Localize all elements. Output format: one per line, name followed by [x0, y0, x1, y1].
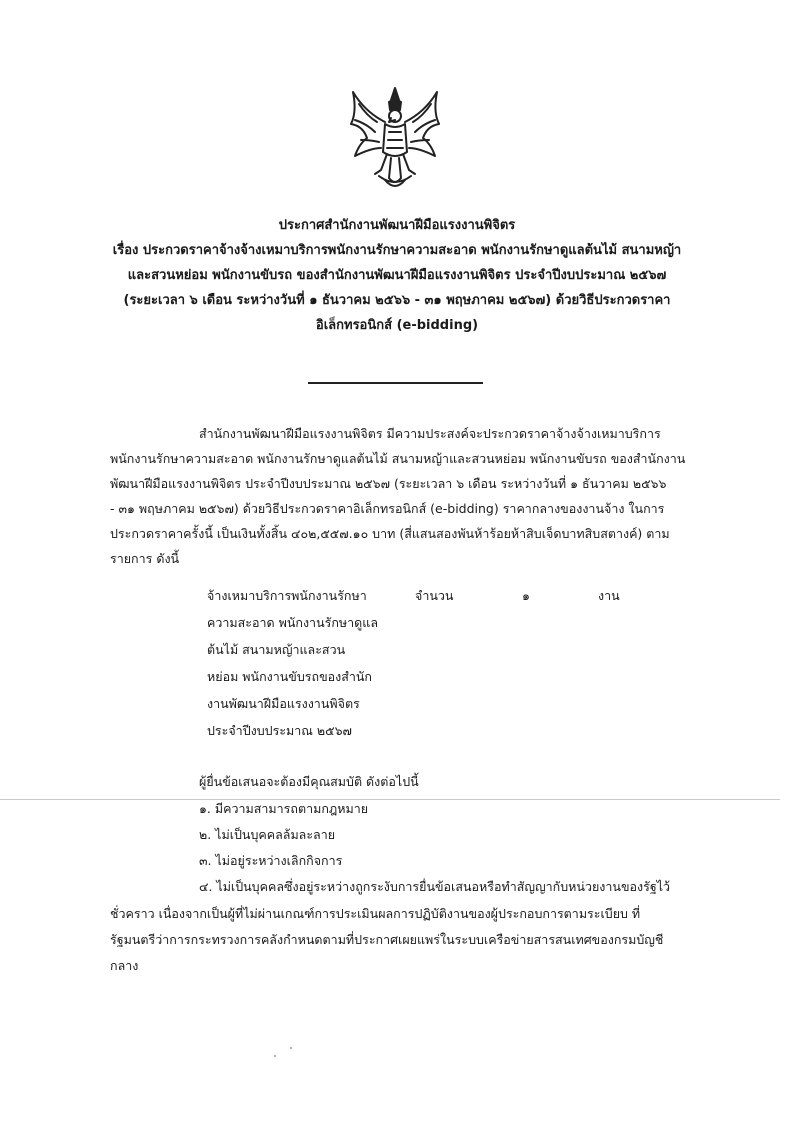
- qualifications-heading: ผู้ยื่นข้อเสนอจะต้องมีคุณสมบัติ ดังต่อไปนี้: [199, 774, 419, 789]
- paragraph-line: พนักงานรักษาความสะอาด พนักงานรักษาดูแลต้นไม้ สนามหญ้าและสวนหย่อม พนักงานขับรถ ของสำนักงาน: [110, 451, 686, 466]
- title-divider: [308, 382, 483, 384]
- garuda-emblem-icon: [345, 82, 445, 194]
- subject-line-4: อิเล็กทรอนิกส์ (e-bidding): [315, 318, 479, 333]
- qualification-item: ๑. มีความสามารถตามกฎหมาย: [199, 801, 369, 816]
- paragraph-line: ประกวดราคาครั้งนี้ เป็นเงินทั้งสิ้น ๔๐๒,๕๕๗.๑๐ บาท (สี่แสนสองพันห้าร้อยห้าสิบเจ็ดบาทสิบสตางค์) ตาม: [110, 526, 670, 541]
- paragraph-line: - ๓๑ พฤษภาคม ๒๕๖๗) ด้วยวิธีประกวดราคาอิเล็กทรอนิกส์ (e-bidding) ราคากลางของงานจ้าง ในการ: [110, 501, 665, 516]
- item-description-line: ประจำปีงบประมาณ ๒๕๖๗: [207, 723, 352, 738]
- item-quantity-label: จำนวน: [415, 588, 454, 603]
- qualification-item: ๓. ไม่อยู่ระหว่างเลิกกิจการ: [199, 853, 343, 868]
- item-description-line: ต้นไม้ สนามหญ้าและสวน: [207, 642, 346, 657]
- item-description-line: จ้างเหมาบริการพนักงานรักษา: [207, 588, 367, 603]
- item-description-line: งานพัฒนาฝีมือแรงงานพิจิตร: [207, 696, 360, 711]
- paragraph-line: พัฒนาฝีมือแรงงานพิจิตร ประจำปีงบประมาณ ๒๕๖๗ (ระยะเวลา ๖ เดือน ระหว่างวันที่ ๑ ธันวาคม ๒๕๖๖: [110, 476, 667, 491]
- qualification-continuation: กลาง: [110, 958, 139, 973]
- item-unit: งาน: [598, 588, 620, 603]
- scan-speck: [274, 1055, 276, 1057]
- paragraph-line: รายการ ดังนี้: [110, 551, 180, 566]
- highlight-line: [0, 799, 780, 800]
- subject-line-1: เรื่อง ประกวดราคาจ้างจ้างเหมาบริการพนักงานรักษาความสะอาด พนักงานรักษาดูแลต้นไม้ สนามหญ้า: [112, 243, 682, 258]
- item-description-line: ความสะอาด พนักงานรักษาดูแล: [207, 615, 378, 630]
- qualification-continuation: ชั่วคราว เนื่องจากเป็นผู้ที่ไม่ผ่านเกณฑ์การประเมินผลการปฏิบัติงานของผู้ประกอบการตามระเบียบ ที่: [110, 906, 641, 921]
- subject-line-2: และสวนหย่อม พนักงานขับรถ ของสำนักงานพัฒนาฝีมือแรงงานพิจิตร ประจำปีงบประมาณ ๒๕๖๗: [127, 268, 667, 283]
- subject-line-3: (ระยะเวลา ๖ เดือน ระหว่างวันที่ ๑ ธันวาคม ๒๕๖๖ - ๓๑ พฤษภาคม ๒๕๖๗) ด้วยวิธีประกวดราคา: [123, 293, 671, 308]
- qualification-item: ๒. ไม่เป็นบุคคลล้มละลาย: [199, 827, 336, 842]
- paragraph-line: สำนักงานพัฒนาฝีมือแรงงานพิจิตร มีความประสงค์จะประกวดราคาจ้างจ้างเหมาบริการ: [199, 426, 661, 441]
- qualification-continuation: รัฐมนตรีว่าการกระทรวงการคลังกำหนดตามที่ประกาศเผยแพร่ในระบบเครือข่ายสารสนเทศของกรมบัญชี: [110, 932, 664, 947]
- item-quantity: ๑: [522, 588, 530, 603]
- qualification-item: ๔. ไม่เป็นบุคคลซึ่งอยู่ระหว่างถูกระงับการยื่นข้อเสนอหรือทำสัญญากับหน่วยงานของรัฐไว้: [199, 879, 671, 894]
- scan-speck: [290, 1047, 292, 1049]
- item-description-line: หย่อม พนักงานขับรถของสำนัก: [207, 669, 372, 684]
- document-title: ประกาศสำนักงานพัฒนาฝีมือแรงงานพิจิตร: [278, 218, 516, 233]
